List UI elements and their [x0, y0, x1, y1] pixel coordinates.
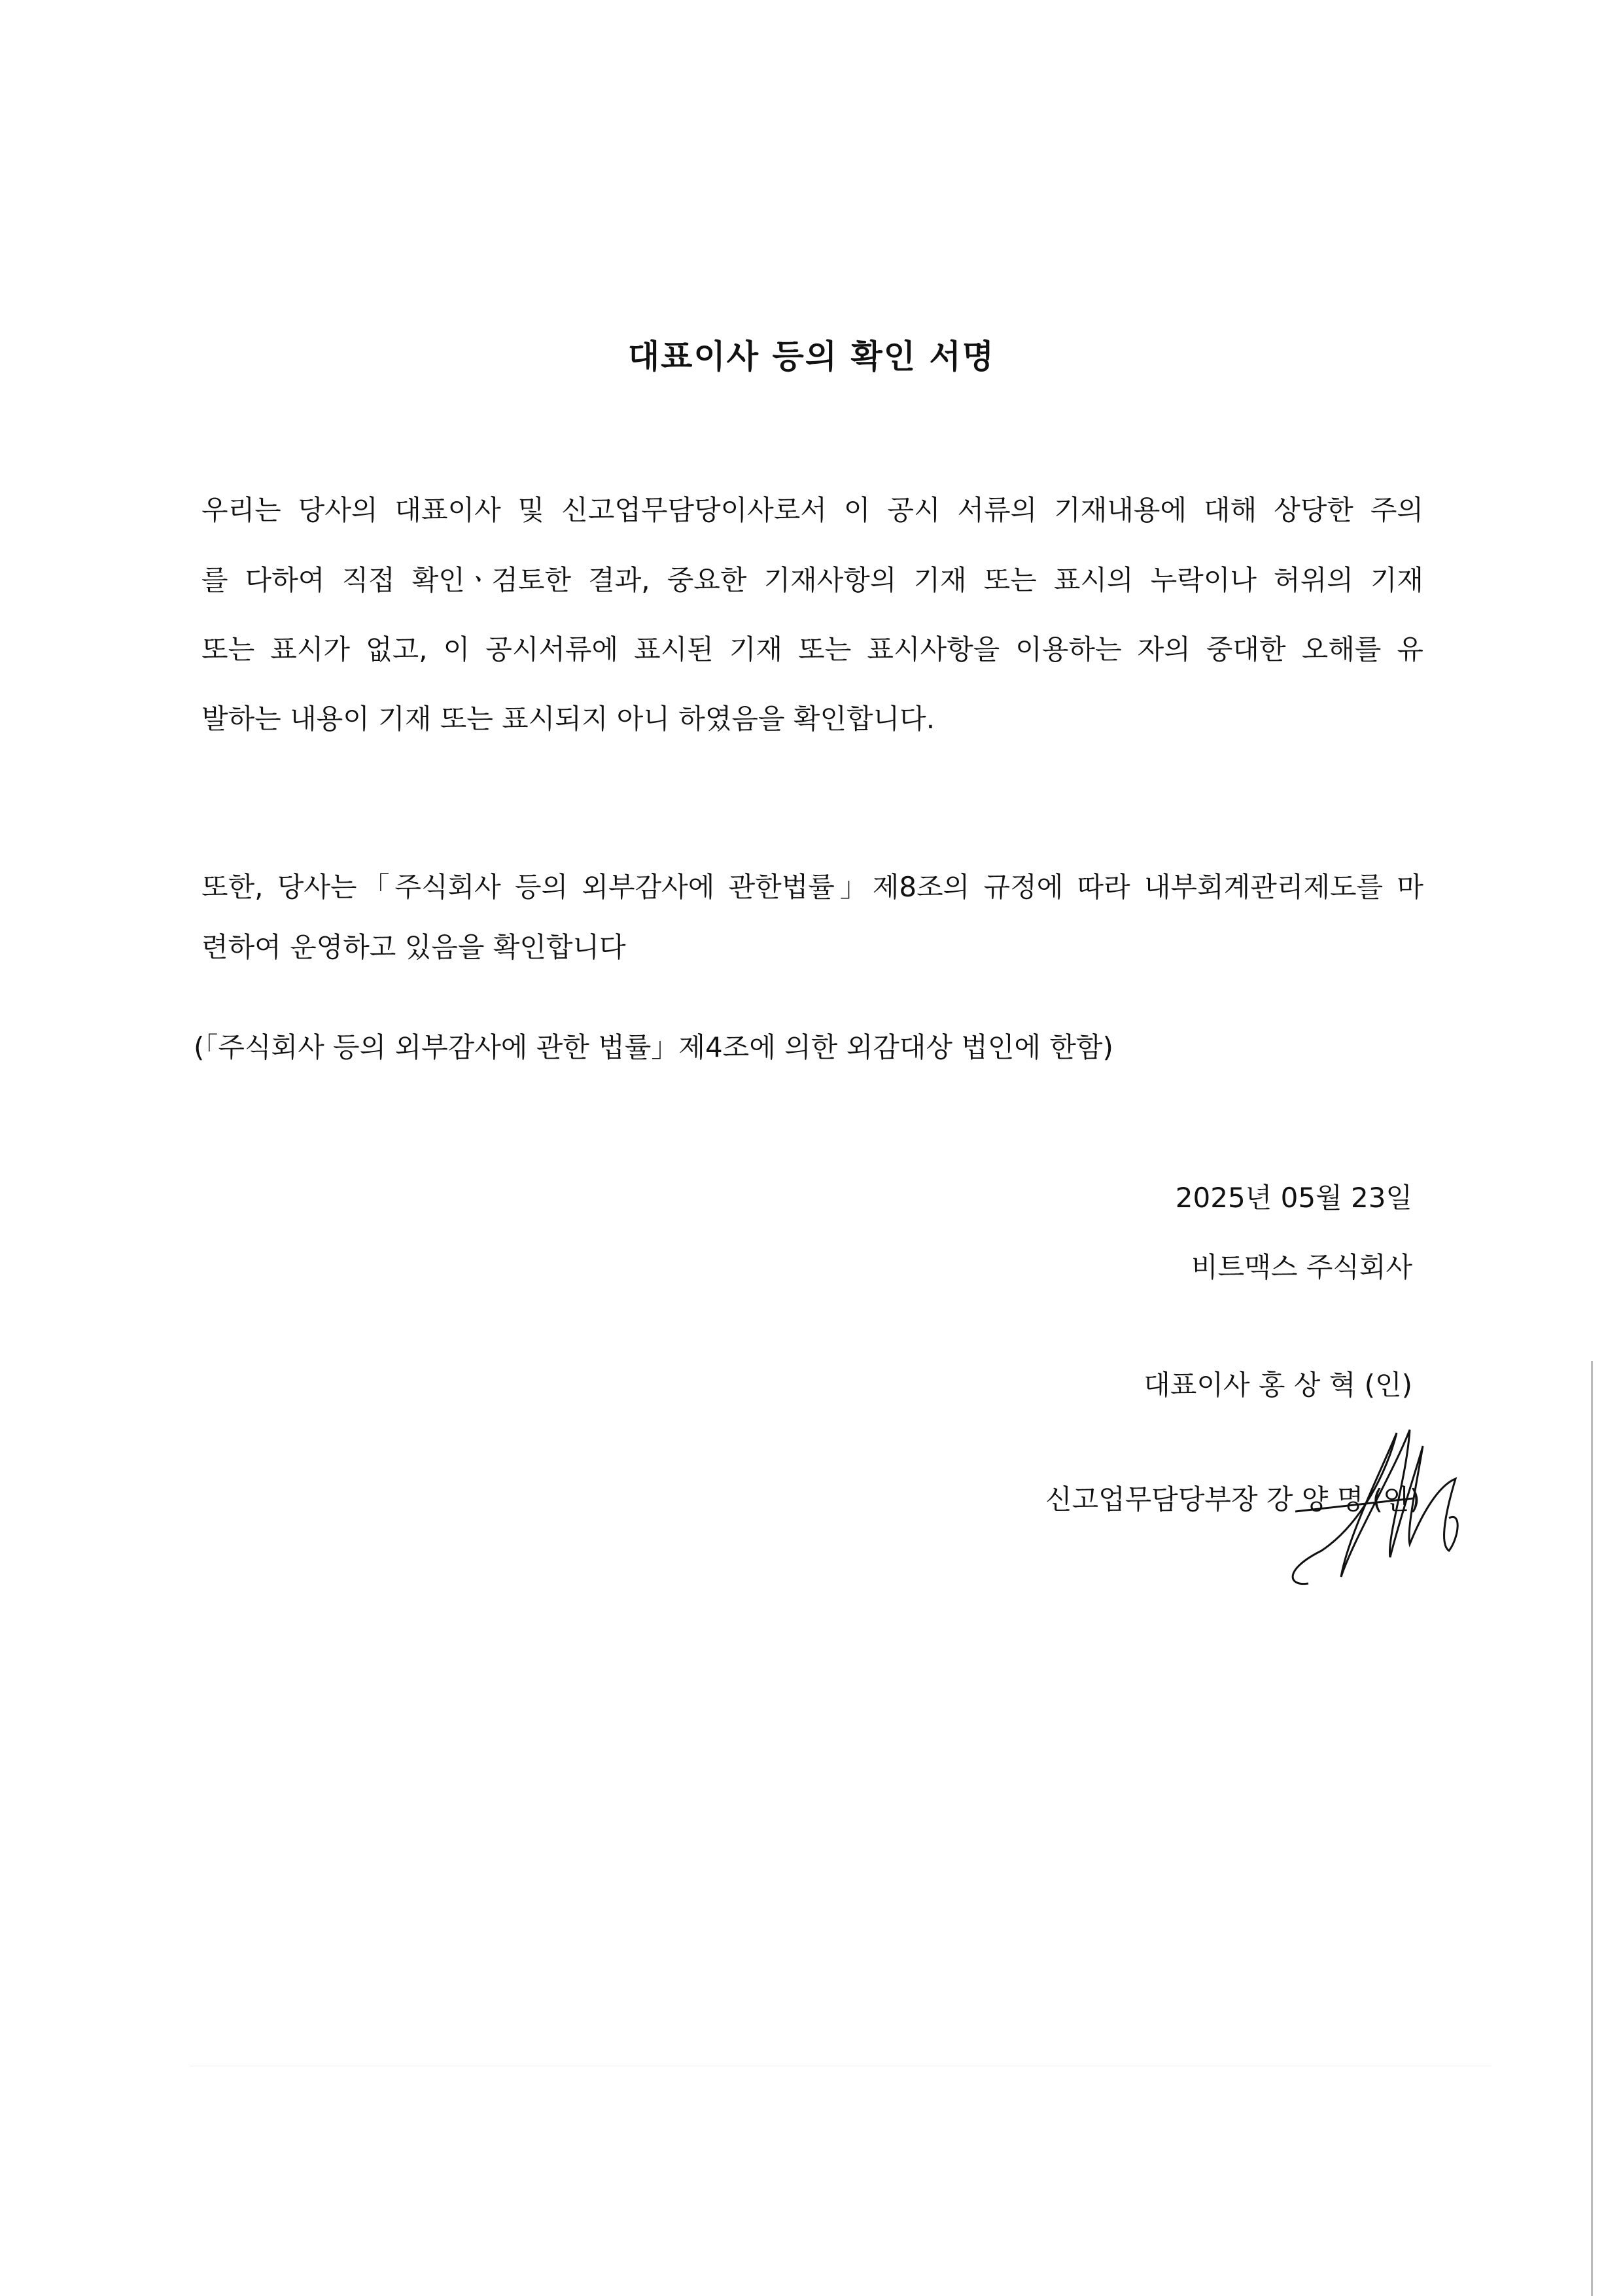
paragraph-line: 련하여 운영하고 있음을 확인합니다: [201, 931, 626, 963]
officer-signature-line: 신고업무담당부장 강 양 명 (인): [1045, 1483, 1420, 1515]
paragraph-line: 또한, 당사는「주식회사 등의 외부감사에 관한법률」제8조의 규정에 따라 내부회계관리제도를 마: [201, 871, 1423, 903]
date: 2025년 05월 23일: [1175, 1182, 1412, 1214]
paragraph-line: 우리는 당사의 대표이사 및 신고업무담당이사로서 이 공시 서류의 기재내용에 대해 상당한 주의: [201, 494, 1423, 526]
handwritten-signature: [1282, 1420, 1478, 1590]
paragraph-line: 또는 표시가 없고, 이 공시서류에 표시된 기재 또는 표시사항을 이용하는 자의 중대한 오해를 유: [201, 633, 1423, 665]
scan-edge: [1591, 1361, 1593, 2296]
document-title: 대표이사 등의 확인 서명: [627, 338, 996, 376]
scope-note: (「주식회사 등의 외부감사에 관한 법률」제4조에 의한 외감대상 법인에 한함): [194, 1031, 1113, 1063]
paragraph-line: 발하는 내용이 기재 또는 표시되지 아니 하였음을 확인합니다.: [201, 703, 935, 735]
ceo-signature-line: 대표이사 홍 상 혁 (인): [1143, 1369, 1412, 1401]
company-name: 비트맥스 주식회사: [1191, 1251, 1412, 1283]
paragraph-line: 를 다하여 직접 확인ㆍ검토한 결과, 중요한 기재사항의 기재 또는 표시의 누락이나 허위의 기재: [201, 564, 1423, 596]
